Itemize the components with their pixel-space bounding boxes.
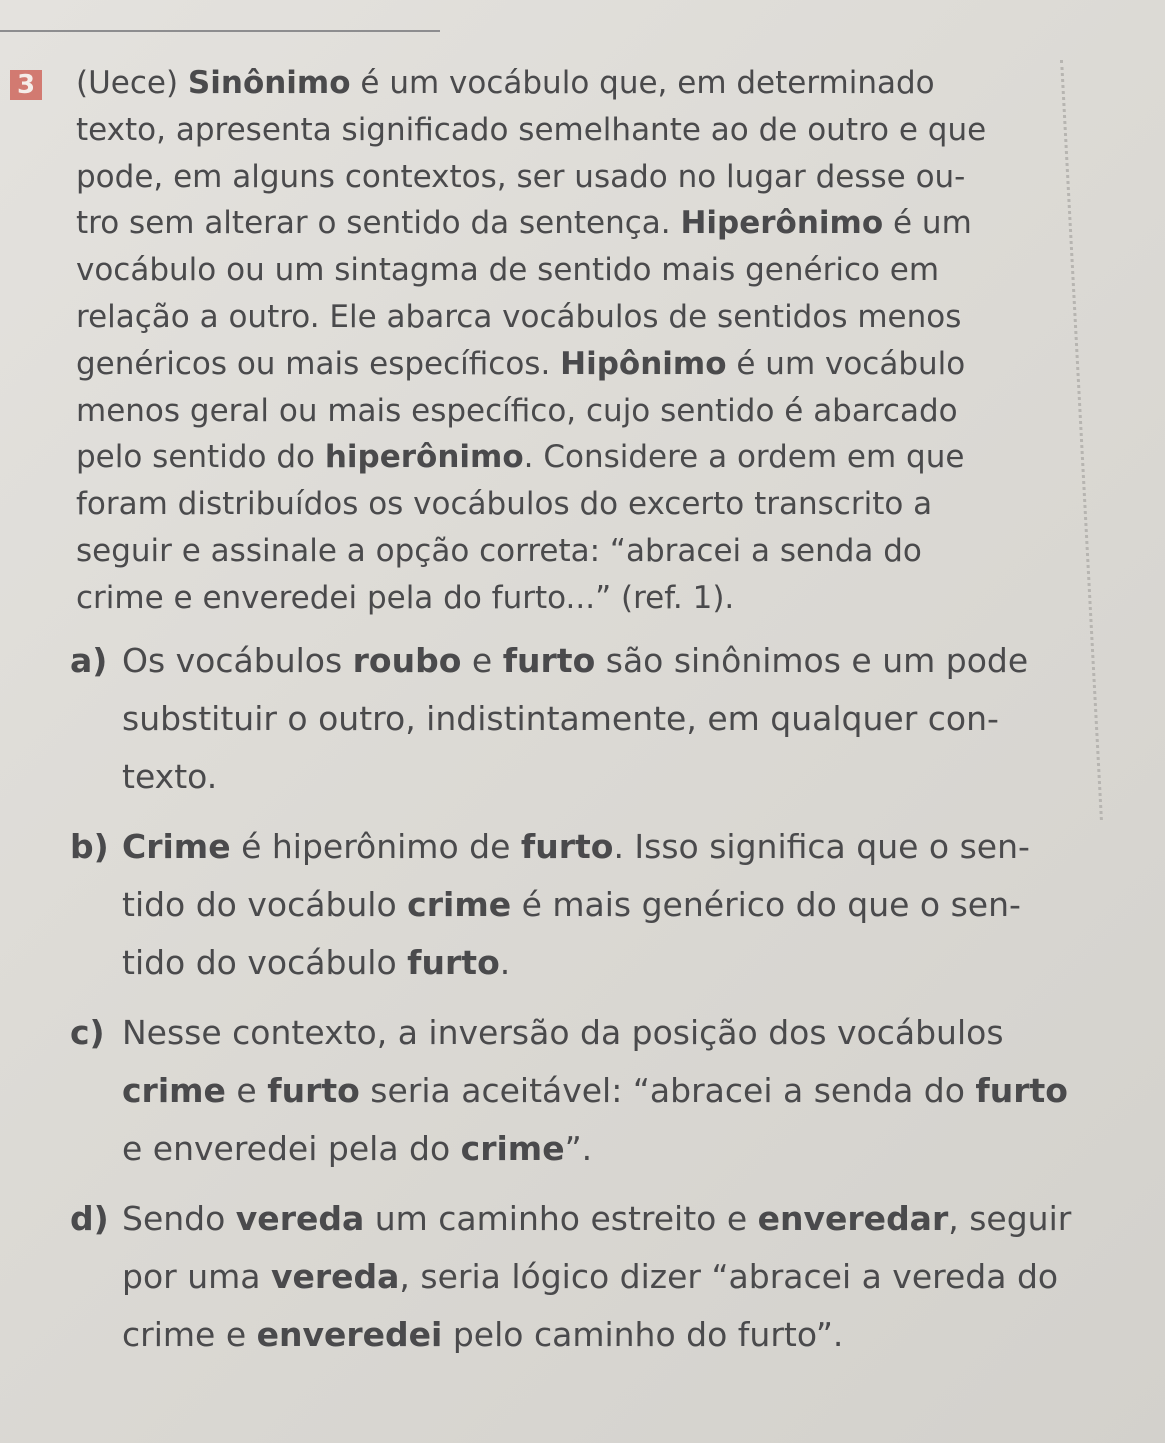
text-run: ”.	[564, 1128, 593, 1168]
text-run: e enveredei pela do	[122, 1128, 461, 1168]
text-run: é um vocábulo	[726, 345, 966, 382]
option-a[interactable]	[26, 632, 1161, 806]
answer-options	[26, 632, 1161, 1364]
stem-line	[76, 247, 1161, 294]
question-stem	[16, 60, 1161, 622]
text-run: tido do vocábulo	[122, 942, 408, 982]
text-run: um caminho estreito e	[364, 1198, 758, 1238]
option-letter: c)	[70, 1012, 105, 1052]
stem-line	[76, 60, 1161, 107]
text-run: é hiperônimo de	[230, 826, 521, 866]
text-run: , seguir	[948, 1198, 1072, 1238]
bold-term: Sinônimo	[187, 65, 351, 101]
stem-line	[76, 154, 1161, 201]
text-run: relação a outro. Ele abarca vocábulos de sentidos menos	[76, 298, 962, 335]
text-run: menos geral ou mais específico, cujo sentido é abarcado	[76, 392, 958, 429]
stem-line	[76, 575, 1161, 622]
option-line	[122, 690, 1161, 748]
text-run: tido do vocábulo	[122, 884, 408, 924]
stem-line	[76, 200, 1161, 247]
option-letter: d)	[70, 1198, 109, 1238]
text-run: é mais genérico do que o sen-	[511, 884, 1021, 924]
option-line	[122, 632, 1161, 690]
text-run: crime e enveredei pela do furto...” (ref. 1).	[76, 579, 735, 616]
bold-term: furto	[407, 942, 500, 982]
bold-term: crime	[122, 1070, 226, 1110]
page-header-rule	[0, 0, 440, 32]
stem-line	[76, 388, 1161, 435]
option-line	[122, 876, 1161, 934]
text-run: Sendo	[122, 1198, 236, 1238]
question-3	[16, 60, 1161, 1376]
option-c[interactable]	[26, 1004, 1161, 1178]
stem-line	[76, 481, 1161, 528]
bold-term: hiperônimo	[324, 439, 524, 476]
bold-term: Hiperônimo	[680, 205, 884, 242]
stem-text	[76, 60, 1161, 622]
option-line	[122, 1190, 1161, 1248]
stem-line	[76, 294, 1161, 341]
bold-term: Hipônimo	[560, 345, 727, 382]
bold-term: furto	[502, 640, 596, 680]
text-run: seguir e assinale a opção correta: “abracei a senda do	[76, 532, 922, 569]
text-run: substituir o outro, indistintamente, em qualquer con-	[122, 698, 999, 738]
bold-term: vereda	[270, 1256, 400, 1296]
text-run: pelo sentido do	[76, 439, 325, 476]
text-run: texto, apresenta significado semelhante ao de outro e que	[76, 111, 987, 148]
text-run: Os vocábulos	[122, 640, 353, 680]
text-run: , seria lógico dizer “abracei a vereda do	[399, 1256, 1059, 1296]
bold-term: crime	[460, 1128, 565, 1168]
text-run: pode, em alguns contextos, ser usado no lugar desse ou-	[76, 158, 966, 195]
option-d[interactable]	[26, 1190, 1161, 1364]
bold-term: Crime	[122, 826, 231, 866]
text-run: são sinônimos e um pode	[595, 640, 1029, 680]
text-run: (Uece)	[76, 65, 188, 101]
bold-term: furto	[520, 826, 614, 866]
text-run: é um	[883, 205, 972, 242]
option-line	[122, 1120, 1161, 1178]
text-run: crime e	[122, 1314, 257, 1354]
bold-term: enveredar	[757, 1198, 949, 1238]
option-letter: a)	[70, 640, 108, 680]
text-run: tro sem alterar o sentido da sentença.	[76, 205, 681, 242]
stem-line	[76, 341, 1161, 388]
stem-line	[76, 434, 1161, 481]
option-line	[122, 934, 1161, 992]
option-line	[122, 1248, 1161, 1306]
option-line	[122, 818, 1161, 876]
option-line	[122, 1306, 1161, 1364]
text-run: e	[461, 640, 503, 680]
bold-term: furto	[267, 1070, 360, 1110]
stem-line	[76, 107, 1161, 154]
option-line	[122, 1062, 1161, 1120]
bold-term: roubo	[352, 640, 462, 680]
option-line	[122, 1004, 1161, 1062]
bold-term: crime	[407, 884, 512, 924]
question-number-badge: 3	[10, 70, 42, 100]
text-run: e	[225, 1070, 268, 1110]
text-run: . Considere a ordem em que	[523, 439, 965, 476]
text-run: pelo caminho do furto”.	[442, 1314, 844, 1354]
bold-term: furto	[975, 1070, 1068, 1110]
text-run: vocábulo ou um sintagma de sentido mais genérico em	[76, 252, 940, 289]
text-run: por uma	[122, 1256, 271, 1296]
text-run: foram distribuídos os vocábulos do excerto transcrito a	[76, 486, 933, 523]
option-b[interactable]	[26, 818, 1161, 992]
bold-term: enveredei	[256, 1314, 443, 1354]
bold-term: vereda	[235, 1198, 365, 1238]
option-line	[122, 748, 1161, 806]
option-letter: b)	[70, 826, 109, 866]
text-run: é um vocábulo que, em determinado	[350, 65, 935, 101]
stem-line	[76, 528, 1161, 575]
text-run: texto.	[122, 756, 218, 796]
text-run: genéricos ou mais específicos.	[76, 345, 561, 382]
text-run: . Isso significa que o sen-	[613, 826, 1030, 866]
text-run: .	[499, 942, 511, 982]
text-run: Nesse contexto, a inversão da posição dos vocábulos	[122, 1012, 1004, 1052]
text-run: seria aceitável: “abracei a senda do	[359, 1070, 976, 1110]
